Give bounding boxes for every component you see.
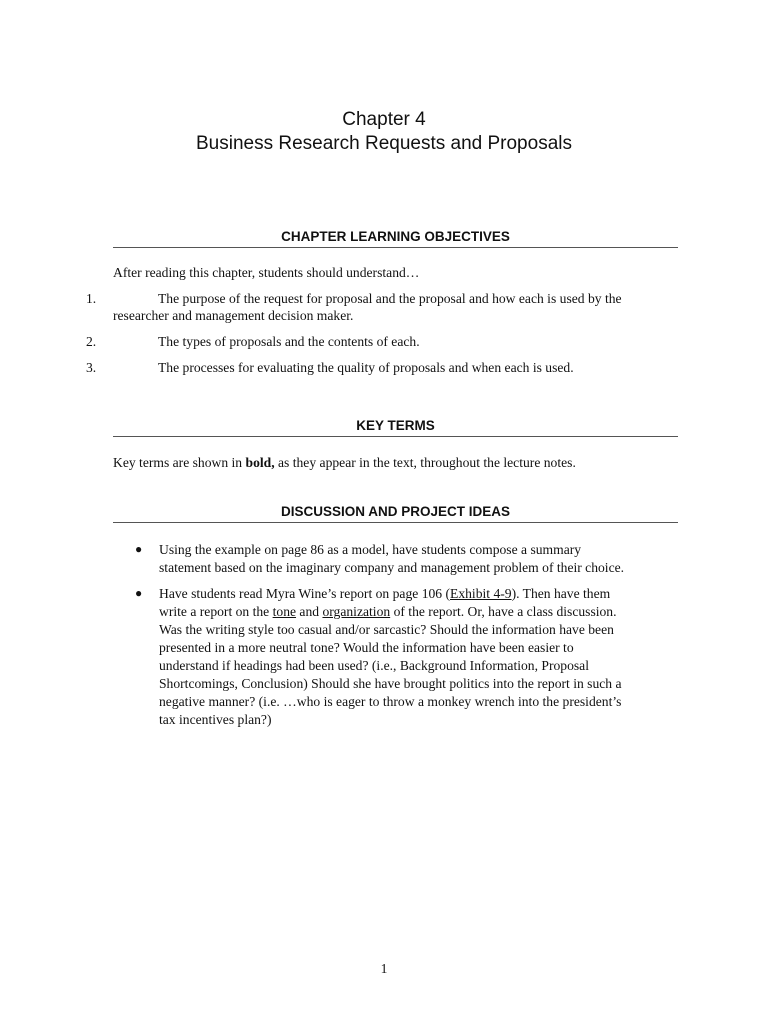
tone-term: tone bbox=[272, 604, 297, 619]
bullet-icon: ● bbox=[135, 586, 143, 600]
bold-example: bold, bbox=[245, 455, 275, 470]
bullet-icon: ● bbox=[135, 542, 143, 556]
objective-number: 3. bbox=[86, 360, 97, 375]
objectives-heading: CHAPTER LEARNING OBJECTIVES bbox=[113, 229, 678, 248]
chapter-number: Chapter 4 bbox=[342, 109, 426, 130]
objectives-intro: After reading this chapter, students should understand… bbox=[113, 265, 420, 280]
objective-text: The types of proposals and the contents of each. bbox=[158, 334, 420, 349]
discussion-item: Using the example on page 86 as a model, have students compose a summary statement based on the imaginary company and management problem of their choice. bbox=[159, 542, 625, 575]
objective-number: 2. bbox=[86, 334, 97, 349]
objective-number: 1. bbox=[86, 291, 97, 306]
organization-term: organization bbox=[322, 604, 391, 619]
chapter-title: Business Research Requests and Proposals bbox=[196, 133, 572, 154]
key-terms-heading: KEY TERMS bbox=[113, 418, 678, 437]
exhibit-reference: Exhibit 4-9 bbox=[450, 586, 512, 601]
discussion-heading: DISCUSSION AND PROJECT IDEAS bbox=[113, 504, 678, 523]
page-number: 1 bbox=[380, 961, 388, 976]
key-terms-text: Key terms are shown in bold, as they appear in the text, throughout the lecture notes. bbox=[113, 455, 576, 470]
objective-text: The purpose of the request for proposal and the proposal and how each is used by the researcher and management decision maker. bbox=[113, 291, 622, 323]
discussion-item: Have students read Myra Wine’s report on page 106 (Exhibit 4-9). Then have them write a report on the tone and organization of the report. Or, have a class discussion. Was the writing style too casual and/or sarcastic? Should the information have been presented in a more neutral tone? Would the information have been easier to understand if headings had been used? (i.e., Background Information, Proposal Shortcomings, Conclusion) Should she have brought politics into the report in such a negative manner? (i.e. …who is eager to throw a monkey wrench into the president’s tax incentives plan?) bbox=[159, 586, 622, 727]
objective-text: The processes for evaluating the quality of proposals and when each is used. bbox=[158, 360, 574, 375]
